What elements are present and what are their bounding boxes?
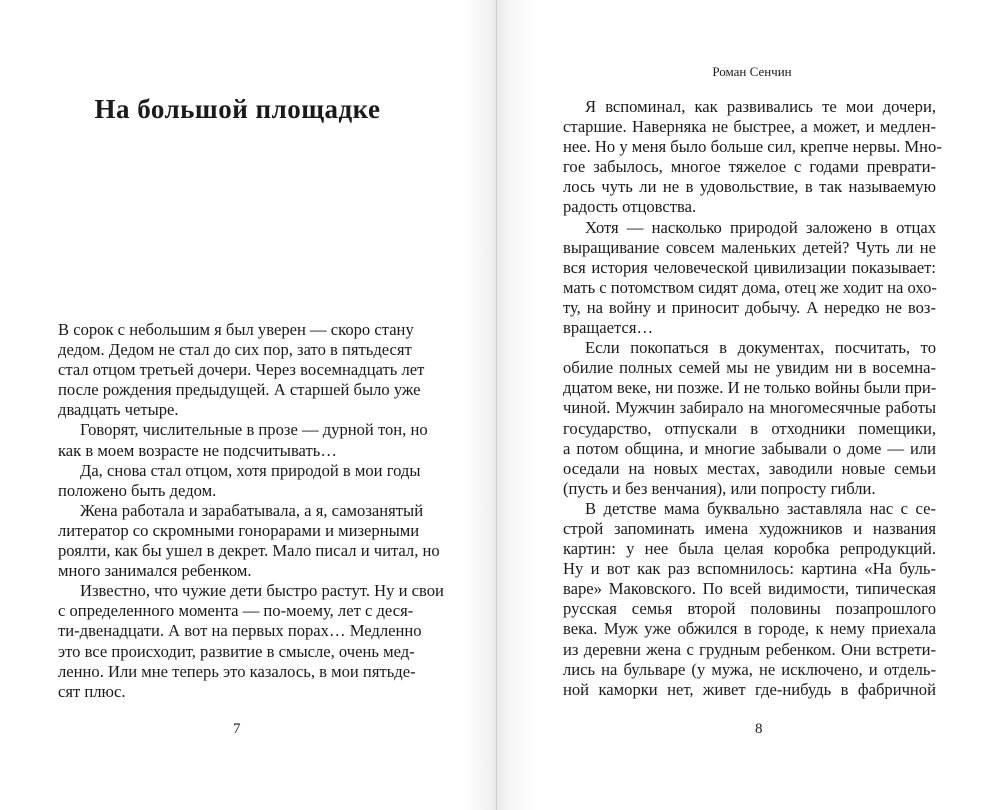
text-line: строй запоминать имена художников и названия (563, 518, 936, 538)
text-line: вся история человеческой цивилизации показывает: (563, 257, 936, 277)
running-header: Роман Сенчин (712, 64, 792, 79)
text-line: это все происходит, развитие в смысле, очень мед- (58, 641, 415, 661)
text-line: гое забылось, многое тяжелое с годами преврати- (563, 157, 936, 177)
text-line: Я вспоминал, как развивались те мои дочери, (585, 97, 936, 116)
left-page-body (58, 320, 444, 702)
text-line: сят плюс. (58, 681, 126, 701)
text-line: дедом. Дедом не стал до сих пор, зато в пятьдесят (58, 340, 412, 360)
text-line: века. Муж уже обжился в городе, к нему приехала (563, 619, 936, 639)
text-line: чиной. Мужчин забирало на многомесячные работы (563, 398, 936, 418)
text-line: ленно. Или мне теперь это казалось, в мои пятьде- (58, 661, 416, 681)
text-line: выращивание совсем маленьких детей? Чуть ли не (563, 237, 936, 257)
text-line: Хотя — насколько природой заложено в отцах (585, 217, 936, 237)
text-line: мать с потомством сидят дома, отец же ходит на охо- (563, 277, 937, 297)
text-line: лись на бульваре (у мужа, не исключено, и отдель- (563, 659, 936, 679)
text-line: как в моем возрасте не подсчитывать… (58, 440, 337, 460)
text-line: В детстве мама буквально заставляла нас с се- (585, 498, 936, 518)
text-line: варе» Маковского. По всей видимости, типическая (563, 579, 936, 599)
text-line: ной каморки нет, живет где-нибудь в фабричной (563, 679, 936, 699)
text-line: (пусть и без венчания), или попросту гибли. (563, 478, 876, 498)
text-line: после рождения предыдущей. А старшей было уже (58, 380, 421, 400)
page-number-right: 8 (755, 721, 763, 737)
text-line: а потом община, и многие забывали о доме — или (563, 438, 936, 458)
right-page (497, 0, 1002, 810)
page-number-left: 7 (233, 721, 241, 737)
text-line: много занимался ребенком. (58, 561, 252, 581)
text-line: старшие. Наверняка не быстрее, а может, и медлен- (563, 117, 936, 137)
text-line: двадцать четыре. (58, 400, 179, 420)
text-line: радость отцовства. (563, 197, 697, 217)
text-line: Жена работала и зарабатывала, а я, самозанятый (80, 500, 424, 520)
text-line: литератор со скромными гонорарами и мизерными (58, 520, 420, 540)
text-line: роялти, как бы ушел в декрет. Мало писал и читал, но (58, 541, 440, 561)
text-line: Да, снова стал отцом, хотя природой в мои годы (80, 460, 421, 480)
text-line: обилие полных семей мы не увидим ни в восемна- (563, 358, 936, 378)
text-line: государство, отпускали в отходники помещики, (563, 418, 936, 438)
text-line: стал отцом третьей дочери. Через восемнадцать лет (58, 360, 425, 380)
text-line: Говорят, числительные в прозе — дурной тон, но (80, 420, 428, 440)
text-line: нее. Но у меня было больше сил, крепче нервы. Мно- (563, 137, 942, 157)
text-line: ти-двенадцати. А вот на первых порах… Медленно (58, 621, 422, 641)
text-line: положено быть дедом. (58, 480, 217, 500)
text-line: оседали на новых местах, заводили новые семьи (563, 458, 936, 478)
right-page-body (563, 97, 942, 700)
text-line: Ну и вот как раз вспомнилось: картина «На буль- (563, 559, 936, 579)
text-line: из деревни жена с грудным ребенком. Они встрети- (563, 639, 936, 659)
text-line: ту, на войну и приносит добычу. А нередко не воз- (563, 297, 936, 317)
text-line: картин: у нее была целая коробка репродукций. (563, 539, 936, 559)
text-line: В сорок с небольшим я был уверен — скоро стану (58, 320, 414, 339)
text-line: с определенного момента — по-моему, лет с деся- (58, 601, 414, 621)
left-page (0, 0, 497, 810)
text-line: Известно, что чужие дети быстро растут. Ну и свои (80, 581, 444, 601)
chapter-title: На большой площадке (94, 94, 381, 124)
text-line: русская семья второй половины позапрошлого (563, 599, 936, 619)
book-gutter (496, 0, 497, 810)
text-line: Если покопаться в документах, посчитать, то (585, 338, 936, 358)
text-line: дцатом веке, ни позже. И не только войны были при- (563, 378, 937, 398)
text-line: вращается… (563, 318, 654, 338)
text-line: лось чуть ли не в удовольствие, в так называемую (563, 177, 936, 197)
